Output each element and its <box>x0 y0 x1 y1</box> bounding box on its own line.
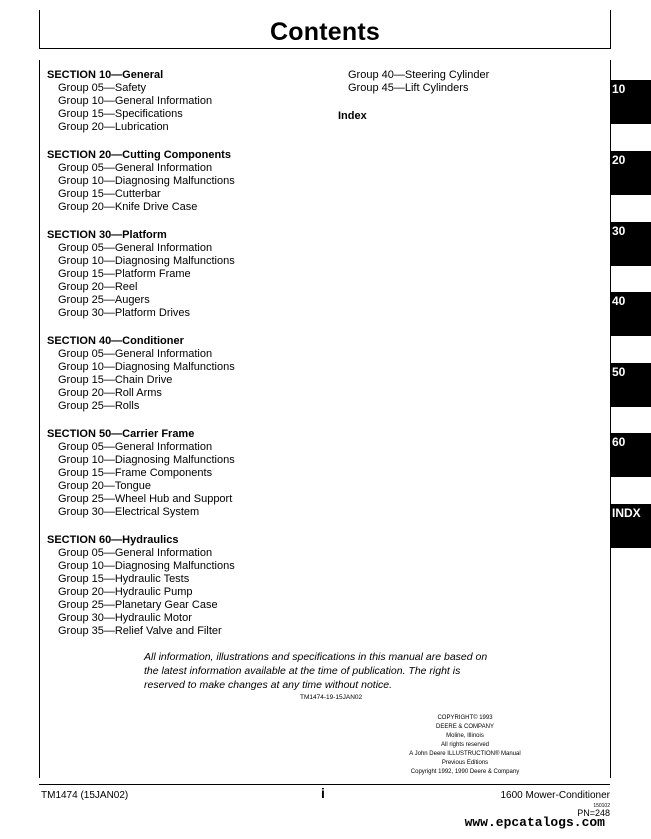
toc-group-link[interactable]: Group 05—General Information <box>58 441 213 453</box>
copyright-line: A John Deere ILLUSTRUCTION® Manual <box>409 751 521 757</box>
document-code: TM1474-19-15JAN02 <box>300 694 363 701</box>
watermark-text: www.epcatalogs.com <box>464 815 605 830</box>
notice-line: All information, illustrations and specifications in this manual are based on <box>144 651 488 663</box>
toc-group-link[interactable]: Group 30—Hydraulic Motor <box>58 612 192 624</box>
tab-label: 40 <box>612 294 626 308</box>
toc-group-link[interactable]: Group 40—Steering Cylinder <box>348 69 490 81</box>
notice-line: the latest information available at the time of publication. The right is <box>144 665 461 677</box>
toc-section <box>47 149 332 214</box>
toc-group-link[interactable]: Group 05—General Information <box>58 547 213 559</box>
toc-section <box>47 335 332 413</box>
toc-section-title[interactable]: SECTION 30—Platform <box>47 229 167 241</box>
toc-group-link[interactable]: Group 25—Wheel Hub and Support <box>58 493 233 505</box>
footer-code: 150102 <box>593 803 610 809</box>
toc-group-link[interactable]: Group 05—Safety <box>58 82 147 94</box>
disclaimer-notice <box>144 650 524 692</box>
toc-group-link[interactable]: Group 30—Platform Drives <box>58 307 191 319</box>
toc-section <box>47 428 332 519</box>
tab-label: 20 <box>612 153 626 167</box>
toc-group-link[interactable]: Group 20—Tongue <box>58 480 151 492</box>
toc-group-link[interactable]: Group 10—General Information <box>58 95 213 107</box>
footer-page-number: i <box>321 785 325 801</box>
toc-index-link[interactable]: Index <box>338 110 367 122</box>
toc-section <box>47 69 332 134</box>
toc-group-link[interactable]: Group 15—Cutterbar <box>58 188 161 200</box>
toc-section <box>47 534 332 638</box>
toc-group-link[interactable]: Group 20—Roll Arms <box>58 387 162 399</box>
tab-label: 10 <box>612 82 626 96</box>
toc-group-link[interactable]: Group 15—Specifications <box>58 108 183 120</box>
toc-group-link[interactable]: Group 15—Platform Frame <box>58 268 191 280</box>
toc-group-link[interactable]: Group 15—Hydraulic Tests <box>58 573 190 585</box>
toc-group-link[interactable]: Group 25—Planetary Gear Case <box>58 599 218 611</box>
toc-group-link[interactable]: Group 20—Hydraulic Pump <box>58 586 193 598</box>
footer-pn: PN=248 <box>577 808 610 818</box>
footer-product-name: 1600 Mower-Conditioner <box>500 790 610 801</box>
tab-label: 30 <box>612 224 626 238</box>
copyright-line: DEERE & COMPANY <box>436 724 494 730</box>
toc-group-link[interactable]: Group 15—Chain Drive <box>58 374 173 386</box>
toc-section-title[interactable]: SECTION 60—Hydraulics <box>47 534 179 546</box>
toc-section-title[interactable]: SECTION 50—Carrier Frame <box>47 428 195 440</box>
tab-section-10[interactable] <box>610 80 651 124</box>
tab-section-60[interactable] <box>610 433 651 477</box>
toc-group-link[interactable]: Group 20—Reel <box>58 281 138 293</box>
copyright-line: Copyright 1992, 1990 Deere & Company <box>410 769 520 775</box>
toc-group-link[interactable]: Group 10—Diagnosing Malfunctions <box>58 255 235 267</box>
toc-group-link[interactable]: Group 15—Frame Components <box>58 467 213 479</box>
toc-section <box>47 229 332 320</box>
toc-group-link[interactable]: Group 05—General Information <box>58 242 213 254</box>
toc-left-column <box>47 69 332 653</box>
copyright-line: Moline, Illinois <box>446 733 484 739</box>
title-box <box>39 10 611 49</box>
toc-group-link[interactable]: Group 25—Augers <box>58 294 150 306</box>
toc-group-link[interactable]: Group 25—Rolls <box>58 400 140 412</box>
footer-manual-id: TM1474 (15JAN02) <box>41 790 129 801</box>
copyright-block <box>400 714 530 777</box>
tab-section-20[interactable] <box>610 151 651 195</box>
toc-section-title[interactable]: SECTION 40—Conditioner <box>47 335 184 347</box>
tab-section-50[interactable] <box>610 363 651 407</box>
toc-group-link[interactable]: Group 45—Lift Cylinders <box>348 82 469 94</box>
notice-line: reserved to make changes at any time without notice. <box>144 679 393 691</box>
toc-group-link[interactable]: Group 20—Lubrication <box>58 121 169 133</box>
toc-right-column <box>338 69 598 123</box>
tab-label: 50 <box>612 365 626 379</box>
toc-group-link[interactable]: Group 20—Knife Drive Case <box>58 201 198 213</box>
toc-group-link[interactable]: Group 30—Electrical System <box>58 506 200 518</box>
toc-group-link[interactable]: Group 10—Diagnosing Malfunctions <box>58 175 235 187</box>
tab-index[interactable] <box>610 504 651 548</box>
copyright-line: COPYRIGHT© 1993 <box>437 715 493 721</box>
tab-section-30[interactable] <box>610 222 651 266</box>
toc-group-link[interactable]: Group 10—Diagnosing Malfunctions <box>58 361 235 373</box>
copyright-line: All rights reserved <box>440 742 490 748</box>
toc-group-link[interactable]: Group 05—General Information <box>58 348 213 360</box>
toc-group-link[interactable]: Group 05—General Information <box>58 162 213 174</box>
toc-group-link[interactable]: Group 35—Relief Valve and Filter <box>58 625 222 637</box>
toc-group-link[interactable]: Group 10—Diagnosing Malfunctions <box>58 560 235 572</box>
tab-section-40[interactable] <box>610 292 651 336</box>
page-title: Contents <box>270 18 380 46</box>
copyright-line: Previous Editions <box>441 760 489 766</box>
toc-section-title[interactable]: SECTION 20—Cutting Components <box>47 149 231 161</box>
tab-label: 60 <box>612 435 626 449</box>
toc-section-title[interactable]: SECTION 10—General <box>47 69 164 81</box>
toc-group-link[interactable]: Group 10—Diagnosing Malfunctions <box>58 454 235 466</box>
tab-label: INDX <box>612 506 641 520</box>
